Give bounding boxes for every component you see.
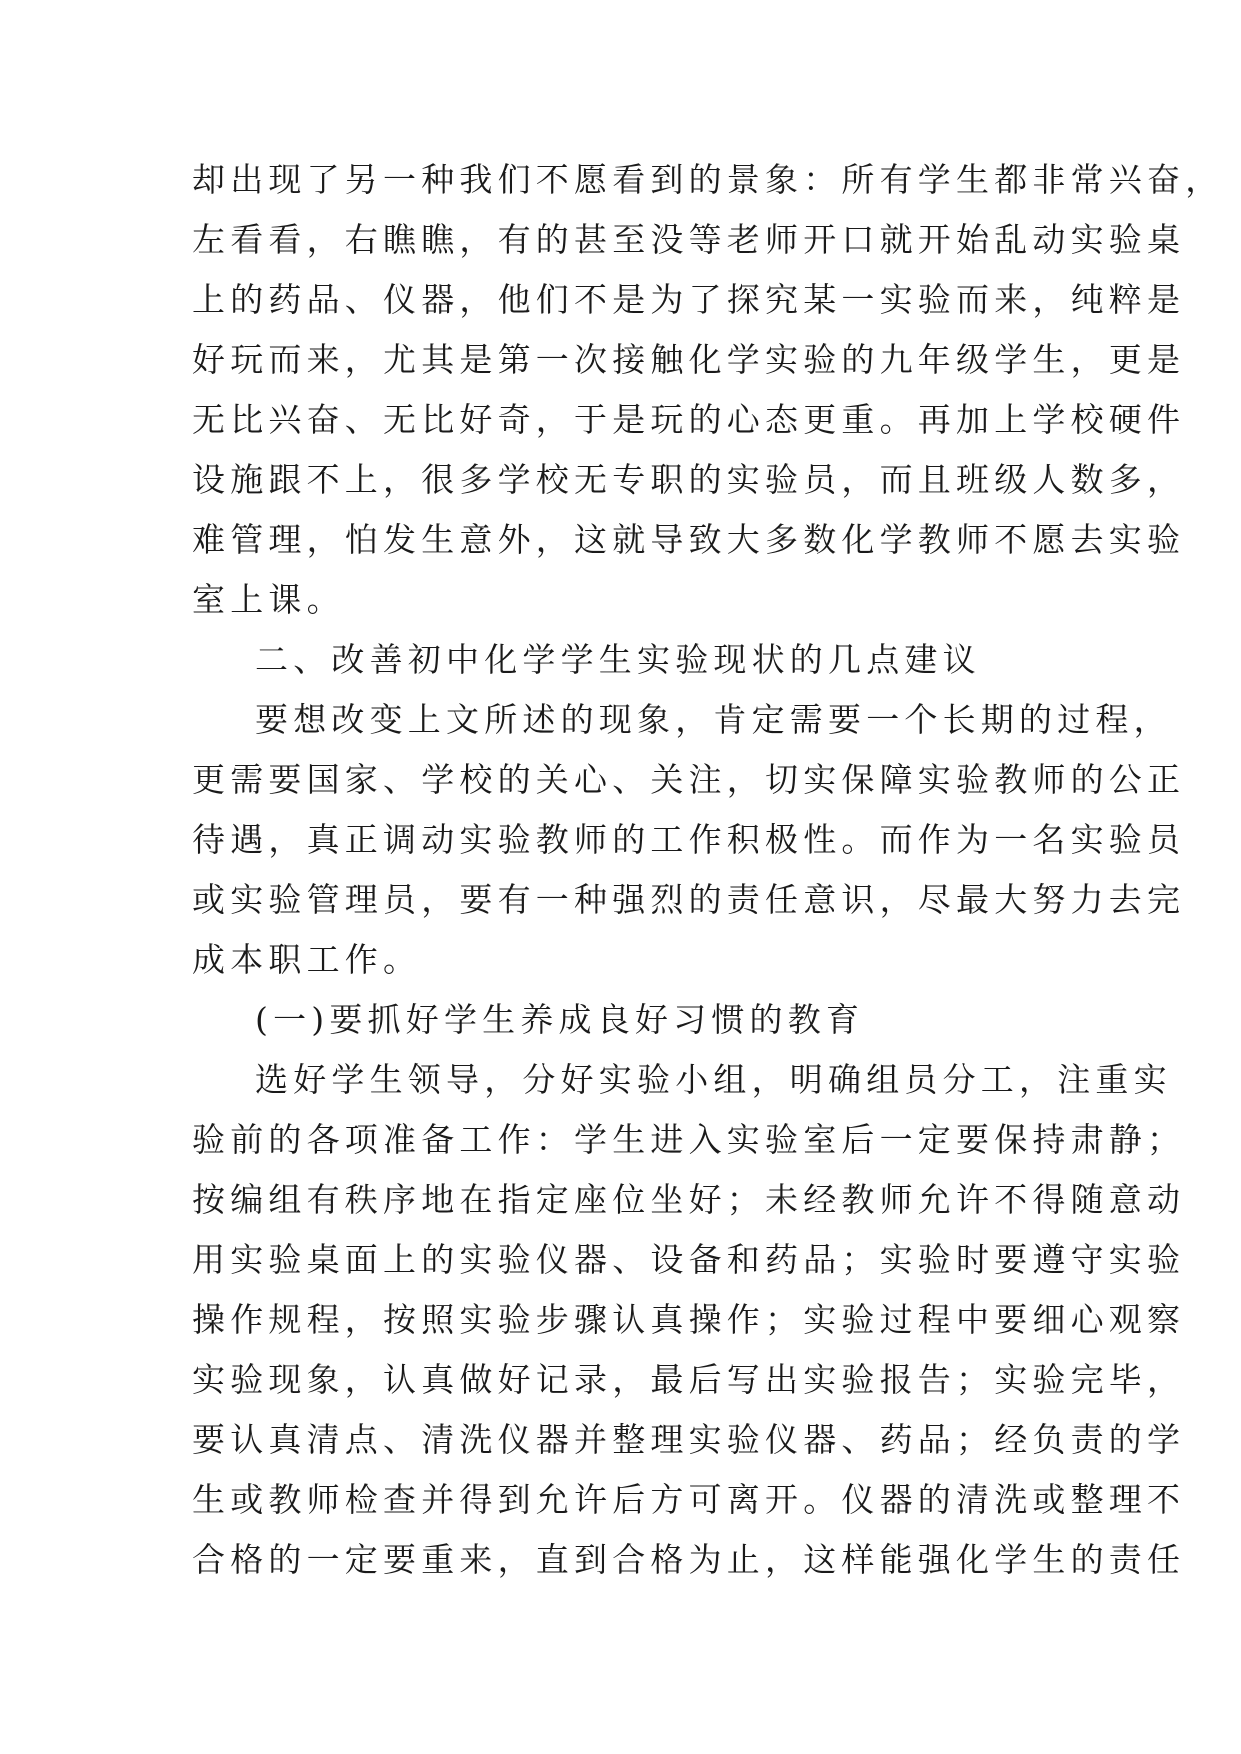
body-text-line: 待遇，真正调动实验教师的工作积极性。而作为一名实验员 — [192, 820, 1186, 859]
body-text-line: 却出现了另一种我们不愿看到的景象：所有学生都非常兴奋， — [192, 160, 1224, 199]
body-text-line: 合格的一定要重来，直到合格为止，这样能强化学生的责任 — [192, 1540, 1186, 1579]
body-text-line: 操作规程，按照实验步骤认真操作；实验过程中要细心观察 — [192, 1300, 1186, 1339]
body-text-line: 要认真清点、清洗仪器并整理实验仪器、药品；经负责的学 — [192, 1420, 1186, 1459]
body-text-line: 无比兴奋、无比好奇，于是玩的心态更重。再加上学校硬件 — [192, 400, 1186, 439]
subsection-heading: (一)要抓好学生养成良好习惯的教育 — [255, 1000, 865, 1039]
body-text-line: 或实验管理员，要有一种强烈的责任意识，尽最大努力去完 — [192, 880, 1186, 919]
body-text-line: 成本职工作。 — [192, 940, 422, 979]
body-text-line: 室上课。 — [192, 580, 345, 619]
body-text-line: 上的药品、仪器，他们不是为了探究某一实验而来，纯粹是 — [192, 280, 1186, 319]
body-text-line: 更需要国家、学校的关心、关注，切实保障实验教师的公正 — [192, 760, 1186, 799]
body-text-line: 用实验桌面上的实验仪器、设备和药品；实验时要遵守实验 — [192, 1240, 1186, 1279]
body-text-line: 生或教师检查并得到允许后方可离开。仪器的清洗或整理不 — [192, 1480, 1186, 1519]
section-heading: 二、改善初中化学学生实验现状的几点建议 — [255, 640, 981, 679]
body-text-line: 难管理，怕发生意外，这就导致大多数化学教师不愿去实验 — [192, 520, 1186, 559]
body-text-line: 验前的各项准备工作：学生进入实验室后一定要保持肃静； — [192, 1120, 1186, 1159]
body-text-line: 选好学生领导，分好实验小组，明确组员分工，注重实 — [255, 1060, 1172, 1099]
body-text-line: 好玩而来，尤其是第一次接触化学实验的九年级学生，更是 — [192, 340, 1186, 379]
body-text-line: 设施跟不上，很多学校无专职的实验员，而且班级人数多， — [192, 460, 1186, 499]
body-text-line: 按编组有秩序地在指定座位坐好；未经教师允许不得随意动 — [192, 1180, 1186, 1219]
body-text-line: 要想改变上文所述的现象，肯定需要一个长期的过程， — [255, 700, 1172, 739]
body-text-line: 实验现象，认真做好记录，最后写出实验报告；实验完毕， — [192, 1360, 1186, 1399]
body-text-line: 左看看，右瞧瞧，有的甚至没等老师开口就开始乱动实验桌 — [192, 220, 1186, 259]
